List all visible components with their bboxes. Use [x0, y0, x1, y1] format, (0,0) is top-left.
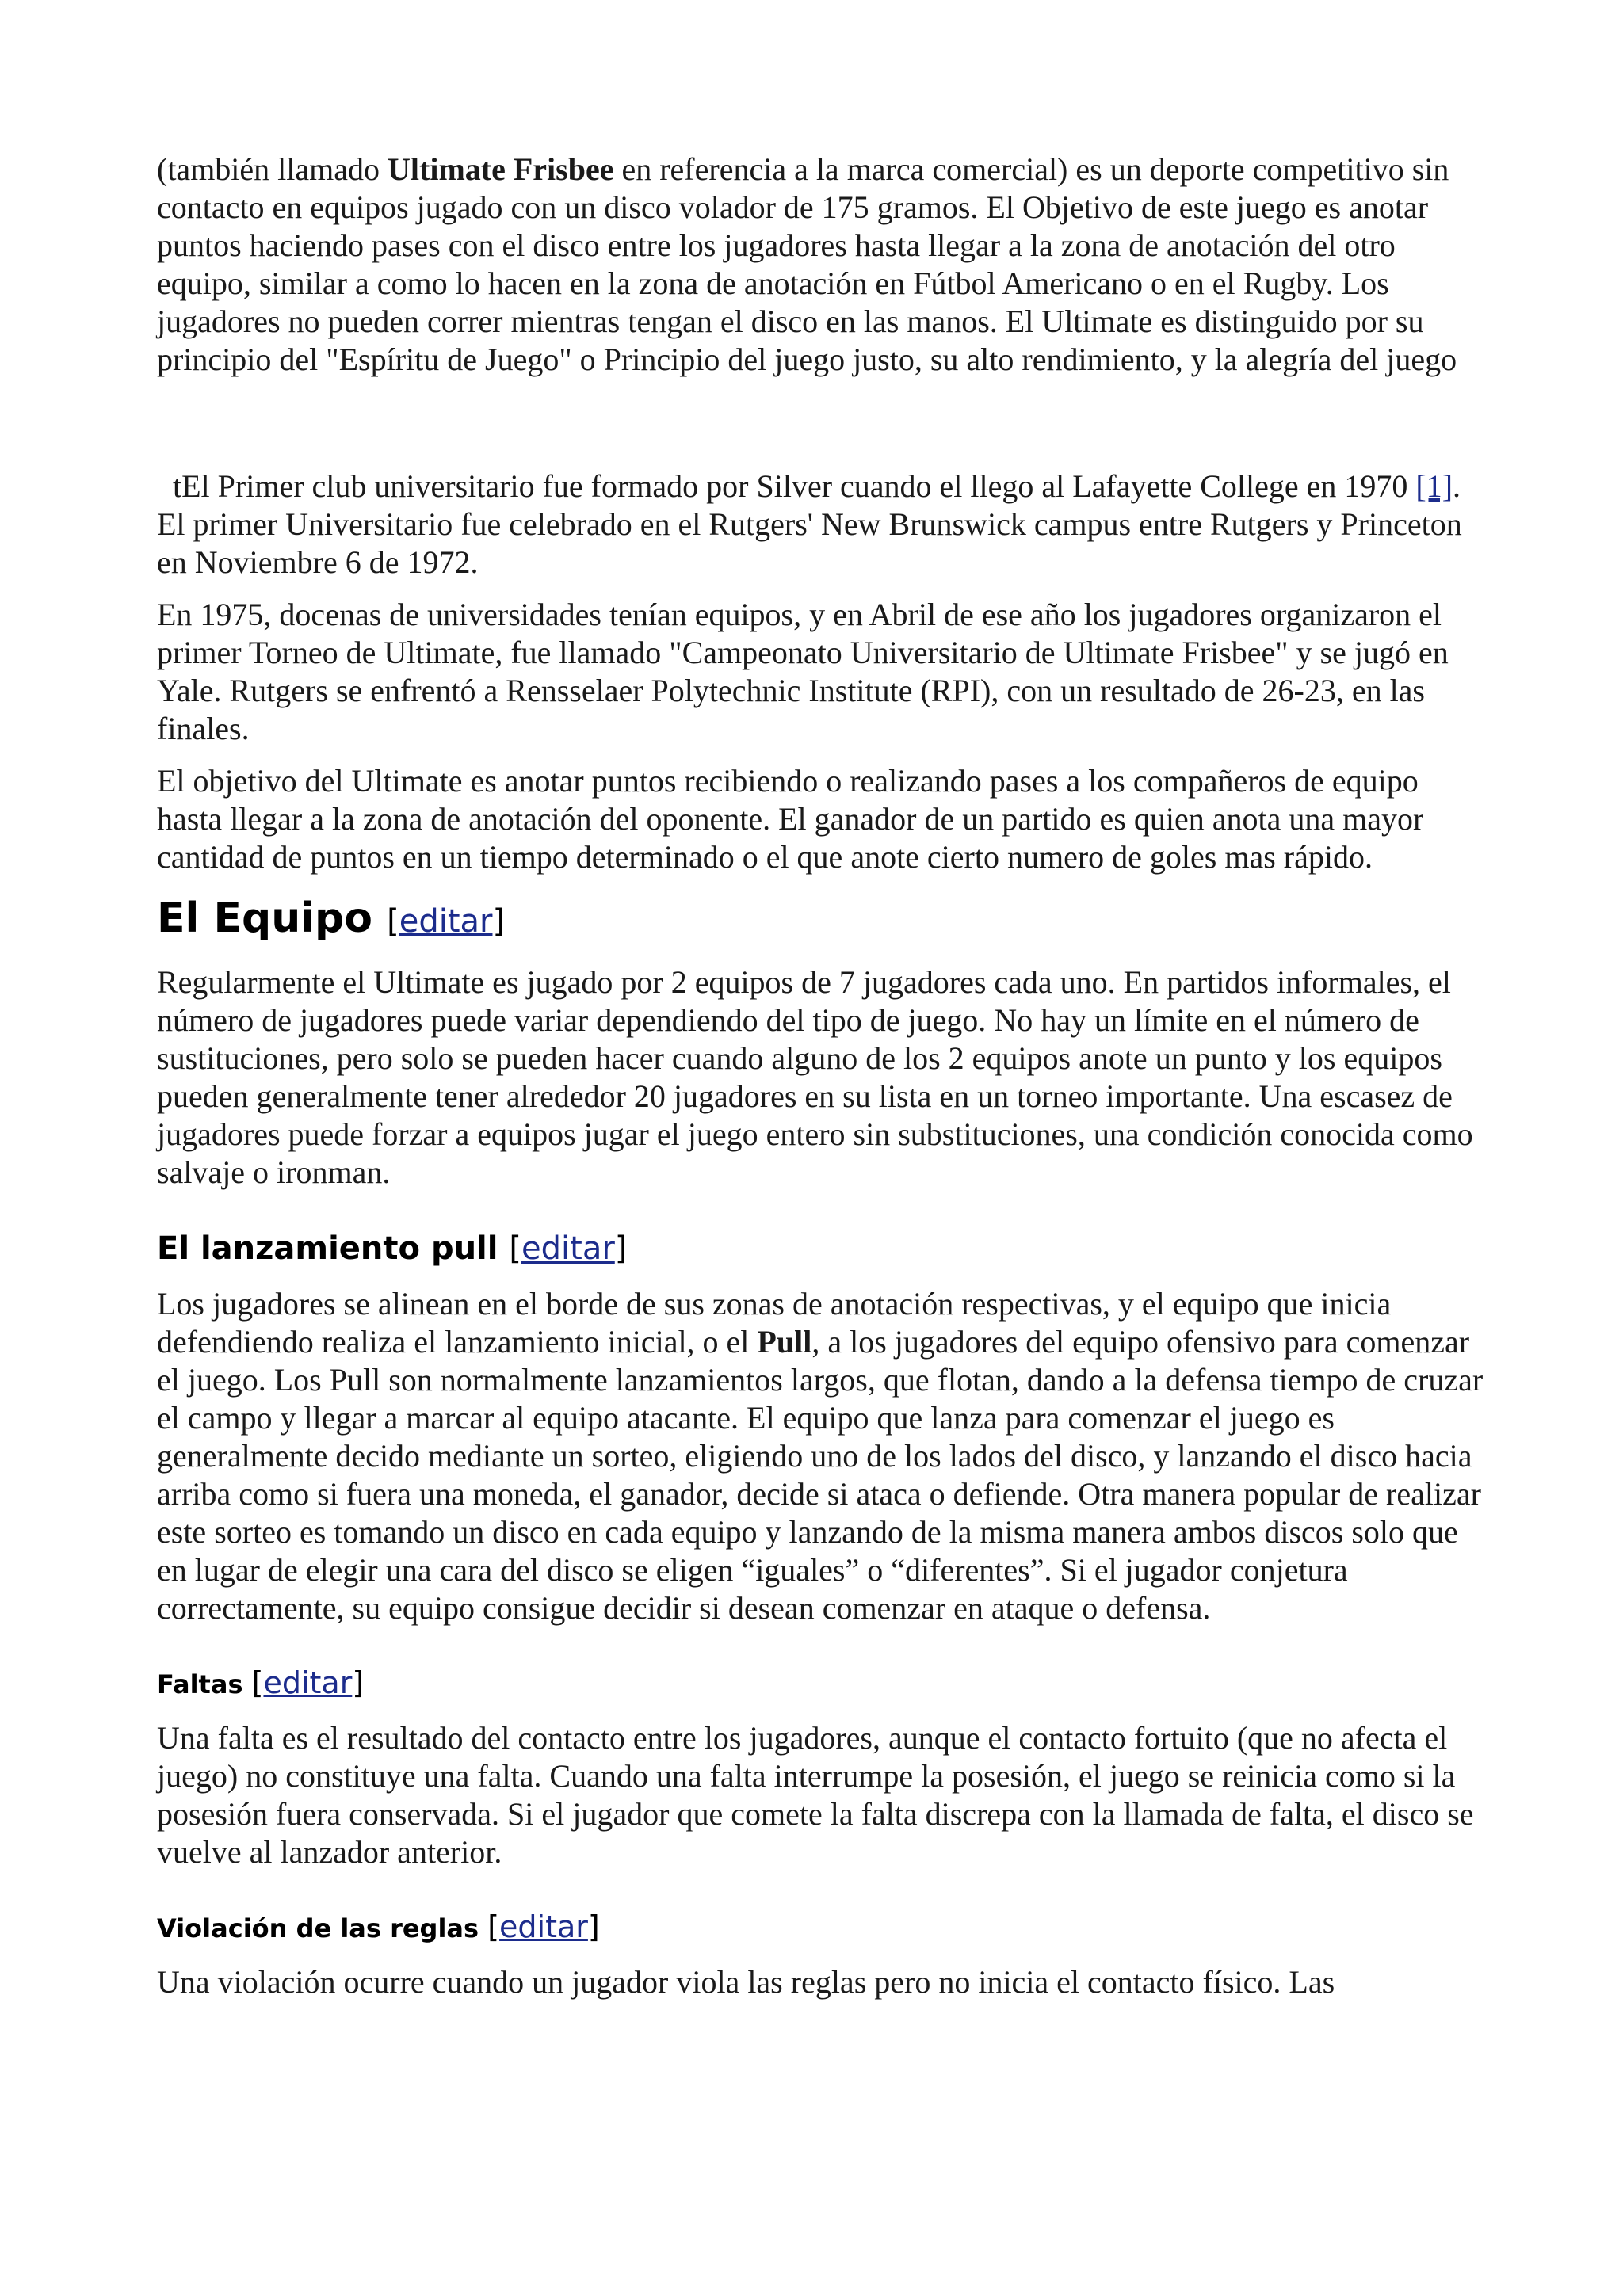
heading-violacion-reglas — [157, 1906, 1488, 1949]
heading-lanzamiento-pull-text: El lanzamiento pull — [157, 1230, 498, 1267]
pull-post: , a los jugadores del equipo ofensivo para comenzar el juego. Los Pull son normalmente lanzamientos largos, que flotan, dando a la defensa tiempo de cruzar el campo y llegar a marcar al equipo atacante. El equipo que lanza para comenzar el juego es generalmente decido mediante un sorteo, eligiendo uno de los lados del disco, y lanzando el disco hacia arriba como si fuera una moneda, el ganador, decide si ataca o defiende. Otra manera popular de realizar este sorteo es tomando un disco en cada equipo y lanzando de la misma manera ambos discos solo que en lugar de elegir una cara del disco se eligen “iguales” o “diferentes”. Si el jugador conjetura correctamente, su equipo consigue decidir si desean comenzar en ataque o defensa. — [157, 1324, 1484, 1626]
edit-link-lanzamiento-pull[interactable]: editar — [521, 1230, 615, 1267]
heading-lanzamiento-pull — [157, 1226, 1488, 1271]
fouls-paragraph: Una falta es el resultado del contacto entre los jugadores, aunque el contacto fortuito (que no afecta el juego) no constituye una falta. Cuando una falta interrumpe la posesión, el juego se reinicia como si la posesión fuera conservada. Si el jugador que comete la falta discrepa con la llamada de falta, el disco se vuelve al lanzador anterior. — [157, 1720, 1474, 1870]
article-page — [157, 151, 1488, 2016]
heading-faltas — [157, 1662, 1488, 1705]
intro-pre: (también llamado — [157, 151, 388, 187]
club-paragraph — [157, 467, 1488, 505]
tournament-paragraph: En 1975, docenas de universidades tenían equipos, y en Abril de ese año los jugadores organizaron el primer Torneo de Ultimate, fue llamado "Campeonato Universitario de Ultimate Frisbee" y se jugó en Yale. Rutgers se enfrentó a Rensselaer Polytechnic Institute (RPI), con un resultado de 26-23, en las finales. — [157, 597, 1449, 746]
intro-bold-term: Ultimate Frisbee — [388, 151, 614, 187]
heading-el-equipo-text: El Equipo — [157, 894, 372, 942]
club-text: tEl Primer club universitario fue formado por Silver cuando el llego al Lafayette College en 1970 — [173, 468, 1416, 504]
edit-bracket-close: ] — [492, 903, 506, 940]
first-game-paragraph: El primer Universitario fue celebrado en el Rutgers' New Brunswick campus entre Rutgers y Princeton en Noviembre 6 de 1972. — [157, 506, 1462, 580]
edit-section-el-equipo — [387, 903, 505, 940]
edit-section-lanzamiento-pull — [509, 1230, 627, 1267]
heading-faltas-text: Faltas — [157, 1669, 243, 1699]
edit-bracket-close: ] — [587, 1909, 600, 1944]
edit-bracket-open: [ — [387, 903, 399, 940]
edit-section-faltas — [252, 1665, 365, 1700]
edit-link-violacion-reglas[interactable]: editar — [499, 1909, 588, 1944]
edit-bracket-open: [ — [487, 1909, 500, 1944]
heading-violacion-reglas-text: Violación de las reglas — [157, 1913, 479, 1943]
pull-pre: Los jugadores se alinean en el borde de sus zonas de anotación respectivas, y el equipo que inicia defendiendo realiza el lanzamiento inicial, o el — [157, 1286, 1392, 1360]
objective-paragraph: El objetivo del Ultimate es anotar puntos recibiendo o realizando pases a los compañeros de equipo hasta llegar a la zona de anotación del oponente. El ganador de un partido es quien anota una mayor cantidad de puntos en un tiempo determinado o el que anote cierto numero de goles mas rápido. — [157, 763, 1424, 875]
edit-bracket-open: [ — [251, 1665, 264, 1700]
violations-paragraph: Una violación ocurre cuando un jugador viola las reglas pero no inicia el contacto físico. Las — [157, 1964, 1335, 2000]
intro-paragraph — [157, 151, 1488, 379]
intro-post: en referencia a la marca comercial) es un deporte competitivo sin contacto en equipos jugado con un disco volador de 175 gramos. El Objetivo de este juego es anotar puntos haciendo pases con el disco entre los jugadores hasta llegar a la zona de anotación del otro equipo, similar a como lo hacen en la zona de anotación en Fútbol Americano o en el Rugby. Los jugadores no pueden correr mientras tengan el disco en las manos. El Ultimate es distinguido por su principio del "Espíritu de Juego" o Principio del juego justo, su alto rendimiento, y la alegría del juego — [157, 151, 1457, 377]
club-end: . — [1453, 468, 1461, 504]
edit-link-faltas[interactable]: editar — [263, 1665, 353, 1700]
pull-paragraph — [157, 1285, 1488, 1627]
edit-bracket-close: ] — [614, 1230, 628, 1267]
edit-section-violacion-reglas — [487, 1909, 600, 1944]
pull-bold-term: Pull — [757, 1324, 812, 1360]
edit-bracket-close: ] — [352, 1665, 365, 1700]
edit-bracket-open: [ — [509, 1230, 522, 1267]
edit-link-el-equipo[interactable]: editar — [399, 903, 493, 940]
heading-el-equipo — [157, 891, 1488, 949]
reference-link-1[interactable]: [1] — [1415, 468, 1453, 504]
team-paragraph: Regularmente el Ultimate es jugado por 2 equipos de 7 jugadores cada uno. En partidos informales, el número de jugadores puede variar dependiendo del tipo de juego. No hay un límite en el número de sustituciones, pero solo se pueden hacer cuando alguno de los 2 equipos anote un punto y los equipos pueden generalmente tener alrededor 20 jugadores en su lista en un torneo importante. Una escasez de jugadores puede forzar a equipos jugar el juego entero sin substituciones, una condición conocida como salvaje o ironman. — [157, 964, 1473, 1190]
